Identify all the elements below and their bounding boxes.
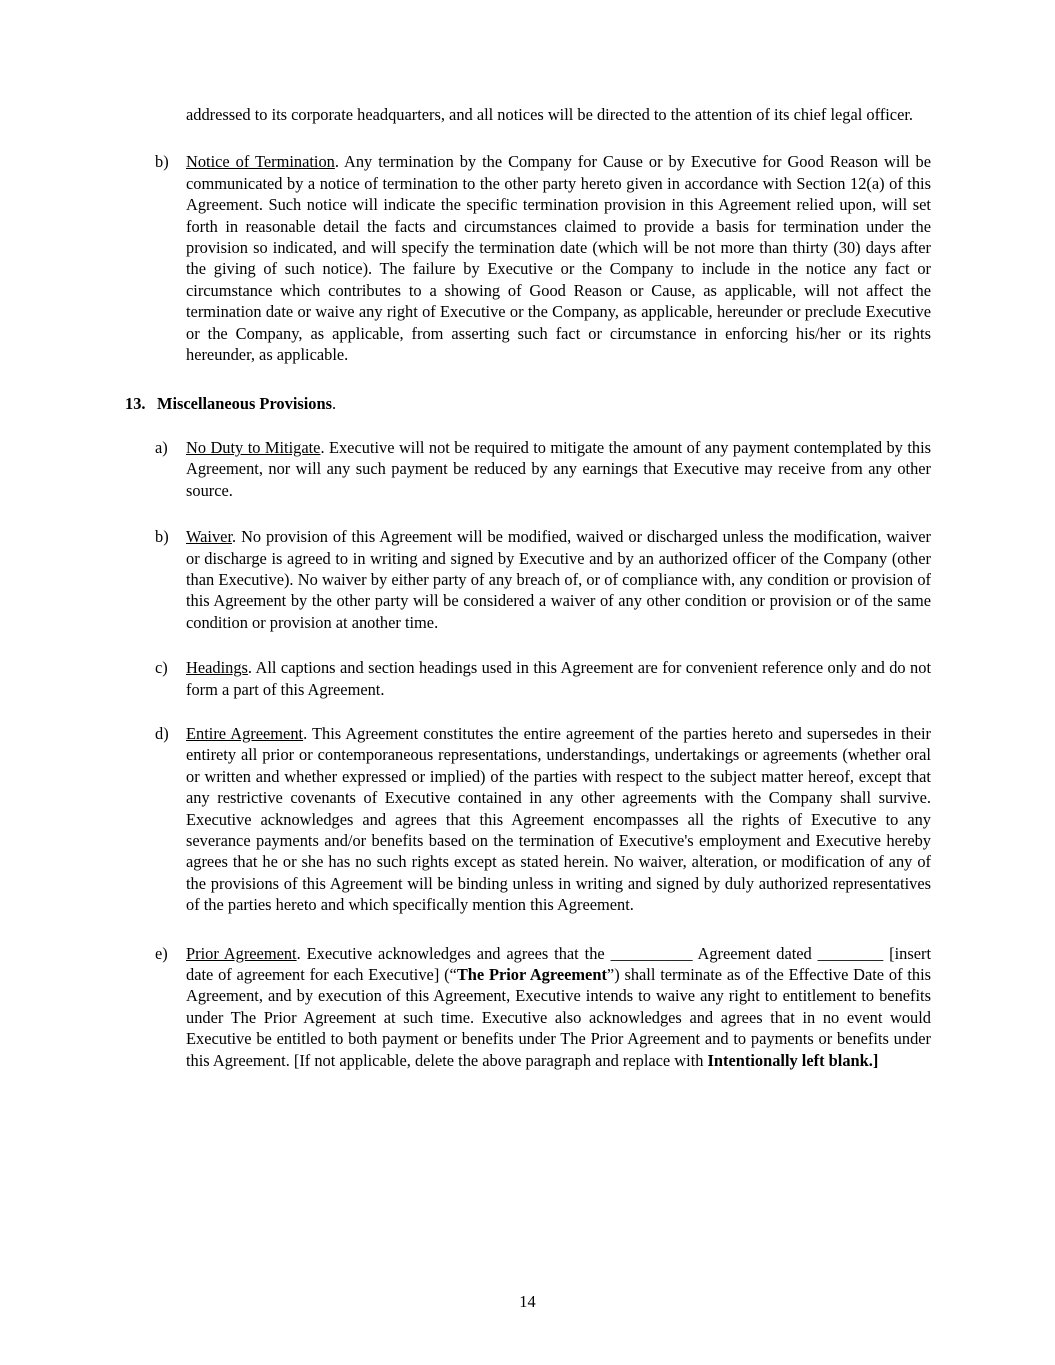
item-label-b2: b) bbox=[155, 527, 169, 547]
item-body-headings bbox=[186, 657, 931, 700]
item-label-b: b) bbox=[155, 152, 169, 172]
section-13-title-period: . bbox=[332, 394, 337, 414]
page-number: 14 bbox=[519, 1292, 536, 1311]
item-body-entire-agreement bbox=[186, 723, 931, 916]
item-label-e: e) bbox=[155, 943, 168, 963]
item-text-notice-of-termination: . Any termination by the Company for Cause or by Executive for Good Reason will be communicated by a notice of termination to the other party hereto given in accordance with Section 12(a) of this Agreement. Such notice will indicate the specific termination provision in this Agreement relied upon, will set forth in reasonable detail the facts and circumstances claimed to provide a basis for termination under the provision so indicated, and will specify the termination date (which will be not more than thirty (30) days after the giving of such notice). The failure by Executive or the Company to include in the notice any fact or circumstance which contributes to a showing of Good Reason or Cause, as applicable, will not affect the termination date or waive any right of Executive or the Company, as applicable, hereunder or preclude Executive or the Company, as applicable, from asserting such fact or circumstance in enforcing his/her or its rights hereunder, as applicable. bbox=[186, 152, 931, 365]
page-content bbox=[125, 104, 932, 1071]
section-13-title-text: Miscellaneous Provisions bbox=[157, 394, 332, 414]
provision-item-waiver bbox=[155, 526, 931, 633]
item-heading-entire-agreement: Entire Agreement bbox=[186, 723, 304, 743]
item-label-c: c) bbox=[155, 658, 168, 678]
item-body-no-duty-to-mitigate bbox=[186, 437, 931, 501]
provision-item-entire-agreement bbox=[155, 723, 931, 916]
item-heading-notice-of-termination: Notice of Termination bbox=[186, 152, 335, 172]
item-label-a: a) bbox=[155, 437, 168, 457]
item-text-prior-agreement-bold-term: The Prior Agreement bbox=[456, 965, 607, 984]
section-13-title bbox=[157, 393, 336, 414]
provision-item-no-duty-to-mitigate bbox=[155, 437, 931, 501]
item-heading-prior-agreement: Prior Agreement bbox=[186, 943, 297, 963]
provision-item-prior-agreement bbox=[155, 943, 931, 1071]
provision-item-headings bbox=[155, 657, 931, 700]
item-label-d: d) bbox=[155, 723, 169, 743]
item-heading-headings: Headings bbox=[186, 658, 248, 678]
item-text-waiver: . No provision of this Agreement will be modified, waived or discharged unless the modification, waiver or discharge is agreed to in writing and signed by Executive and by an authorized officer of the Company (other than Executive). No waiver by either party of any breach of, or of compliance with, any condition or provision of this Agreement by the other party will be considered a waiver of any other condition or provision or of the same condition or provision at another time. bbox=[186, 527, 931, 632]
item-text-entire-agreement: . This Agreement constitutes the entire agreement of the parties hereto and supersedes in their entirety all prior or contemporaneous representations, understandings, undertakings or agreements (whether oral or written and whether expressed or implied) of the parties with respect to the subject matter hereof, except that any restrictive covenants of Executive contained in any other agreements with the Company shall survive. Executive acknowledges and agrees that this Agreement encompasses all the rights of Executive to any severance payments and/or benefits based on the termination of Executive's employment and Executive hereby agrees that he or she has no such rights except as stated herein. No waiver, alteration, or modification of any of the provisions of this Agreement will be binding unless in writing and signed by duly authorized representatives of the parties hereto and which specifically mention this Agreement. bbox=[186, 723, 931, 915]
item-body-waiver bbox=[186, 526, 931, 633]
item-body-prior-agreement bbox=[186, 943, 931, 1071]
item-text-prior-agreement-1: . Executive acknowledges and agrees that the __________ Agreement dated ________ [insert date of agreement for each Executive] (“ bbox=[186, 943, 931, 984]
item-text-headings: . All captions and section headings used in this Agreement are for convenient reference only and do not form a part of this Agreement. bbox=[186, 658, 931, 699]
provision-item-notice-of-termination bbox=[155, 151, 931, 365]
item-text-prior-agreement-2: ”) shall terminate as of the Effective Date of this Agreement, and by execution of this Agreement, Executive intends to waive any right to entitlement to benefits under The Prior Agreement at such time. Executive also acknowledges and agrees that in no event would Executive be entitled to both payment or benefits under The Prior Agreement and to payments or benefits under this Agreement. [If not applicable, delete the above paragraph and replace with bbox=[186, 965, 932, 1070]
item-text-no-duty-to-mitigate: . Executive will not be required to mitigate the amount of any payment contemplated by this Agreement, nor will any such payment be reduced by any earnings that Executive may receive from any other source. bbox=[186, 437, 932, 500]
section-13-heading bbox=[125, 393, 931, 414]
section-13-number: 13. bbox=[125, 394, 146, 414]
item-body-notice-of-termination bbox=[186, 151, 931, 365]
item-heading-waiver: Waiver bbox=[186, 527, 233, 547]
paragraph-continuation: addressed to its corporate headquarters, and all notices will be directed to the attention of its chief legal officer. bbox=[186, 105, 913, 124]
item-heading-no-duty-to-mitigate: No Duty to Mitigate bbox=[186, 437, 321, 457]
item-text-prior-agreement-bold-end: Intentionally left blank.] bbox=[707, 1050, 879, 1070]
